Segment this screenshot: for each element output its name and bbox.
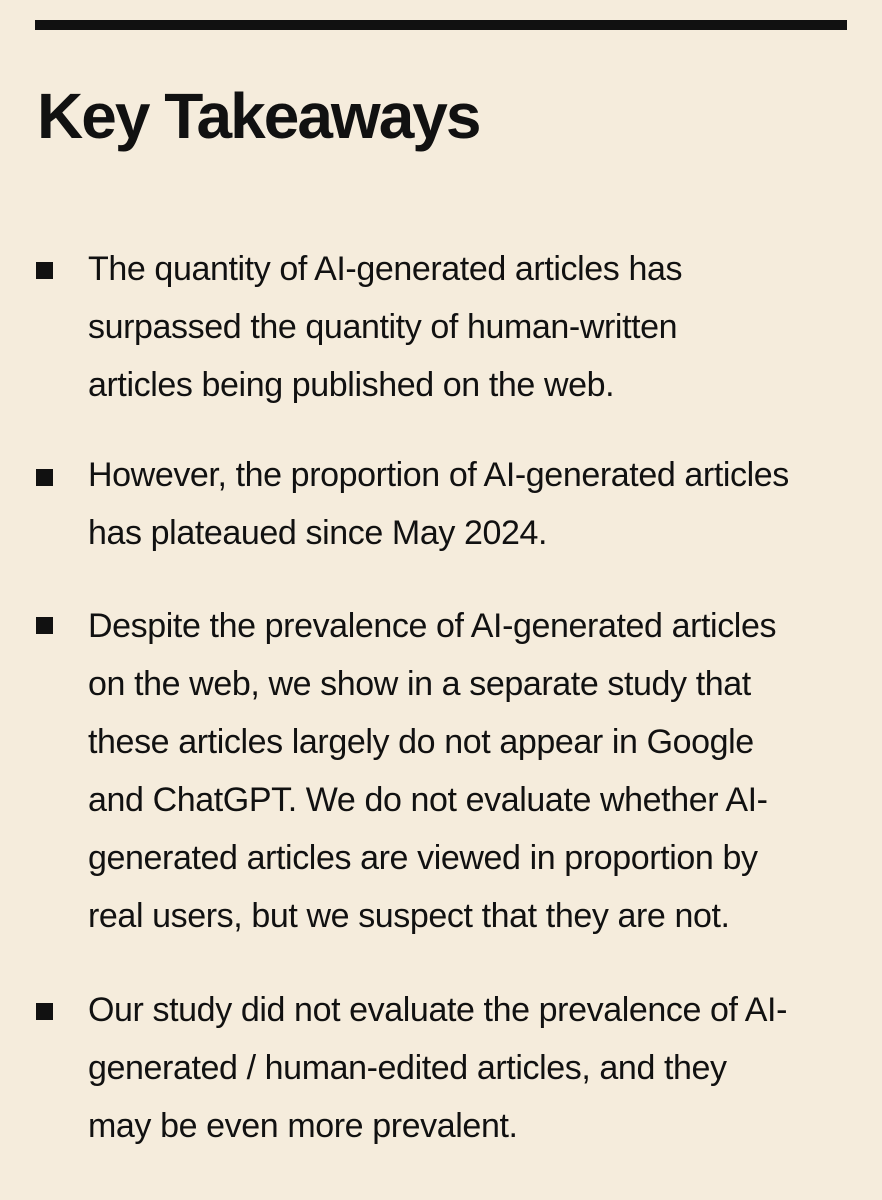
takeaway-line: may be even more prevalent. (88, 1107, 518, 1145)
square-bullet-icon (36, 469, 53, 486)
takeaway-line: However, the proportion of AI-generated articles (88, 456, 789, 494)
takeaway-line: real users, but we suspect that they are not. (88, 897, 730, 935)
takeaway-line: and ChatGPT. We do not evaluate whether AI- (88, 781, 768, 819)
takeaway-line: on the web, we show in a separate study that (88, 665, 751, 703)
takeaway-line: The quantity of AI-generated articles has (88, 250, 683, 288)
takeaway-text (88, 240, 682, 414)
takeaway-text (88, 597, 776, 945)
takeaway-line: these articles largely do not appear in Google (88, 723, 754, 761)
takeaway-line: Despite the prevalence of AI-generated articles (88, 607, 777, 645)
square-bullet-icon (36, 617, 53, 634)
takeaway-line: articles being published on the web. (88, 366, 615, 404)
top-rule (35, 20, 847, 30)
takeaway-line: Our study did not evaluate the prevalence of AI- (88, 991, 788, 1029)
takeaway-line: generated articles are viewed in proportion by (88, 839, 758, 877)
takeaway-line: surpassed the quantity of human-written (88, 308, 678, 346)
takeaway-line: has plateaued since May 2024. (88, 514, 548, 552)
takeaway-text (88, 981, 787, 1155)
square-bullet-icon (36, 1003, 53, 1020)
takeaway-line: generated / human-edited articles, and they (88, 1049, 727, 1087)
takeaway-text (88, 446, 789, 562)
square-bullet-icon (36, 262, 53, 279)
page-title: Key Takeaways (37, 80, 480, 152)
